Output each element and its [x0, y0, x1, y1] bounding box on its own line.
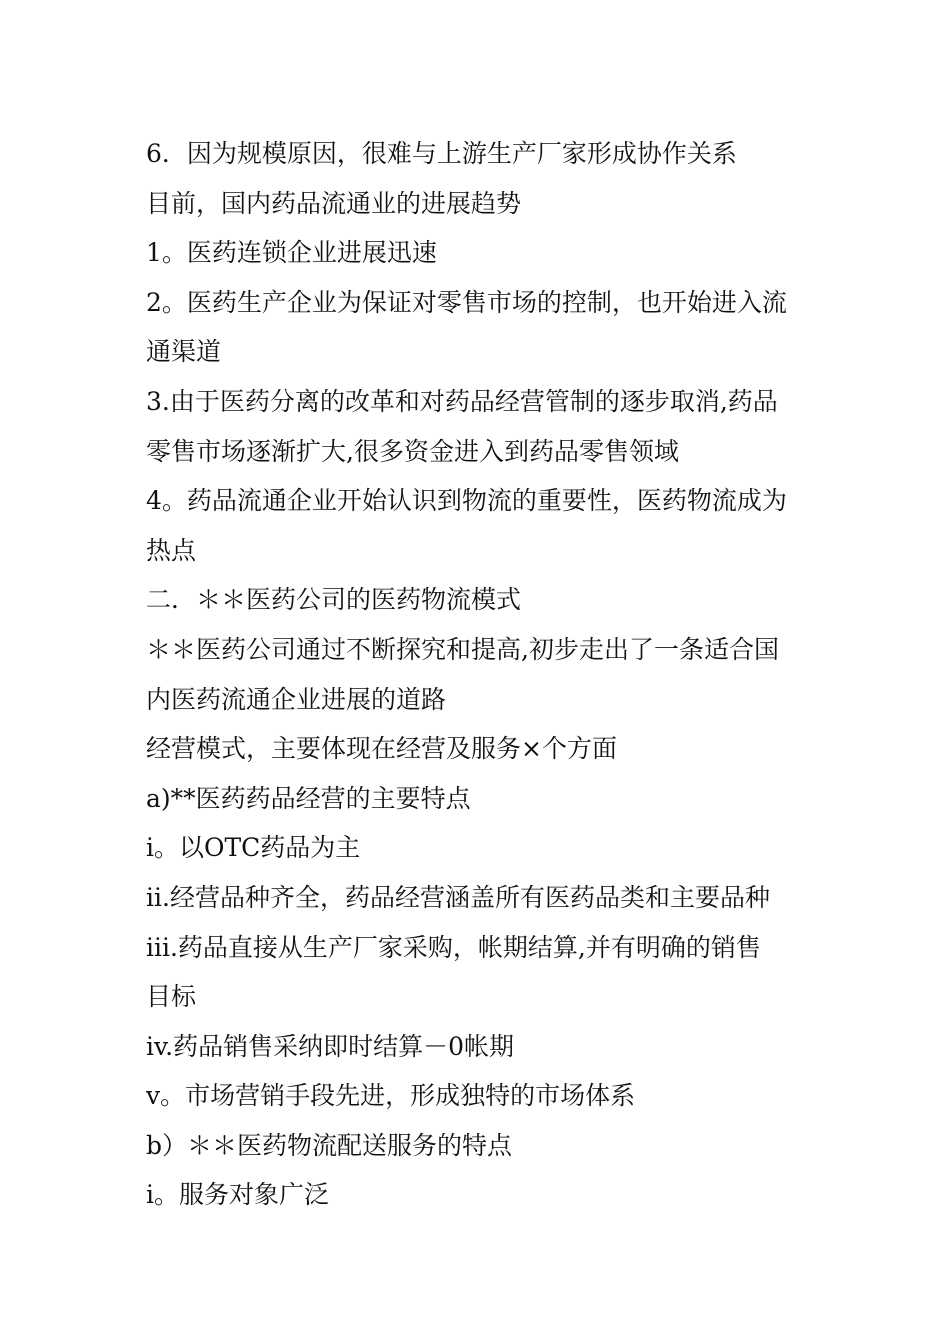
- text-line: i。以OTC药品为主: [146, 833, 361, 863]
- text-line: v。市场营销手段先进，形成独特的市场体系: [146, 1081, 636, 1111]
- document-body: [146, 129, 826, 1220]
- text-line: a)**医药药品经营的主要特点: [146, 783, 471, 813]
- text-line: 1。医药连锁企业进展迅速: [146, 238, 437, 268]
- text-line: i。服务对象广泛: [146, 1180, 329, 1210]
- text-line: ii.经营品种齐全，药品经营涵盖所有医药品类和主要品种: [146, 882, 770, 912]
- text-line: iii.药品直接从生产厂家采购，帐期结算,并有明确的销售: [146, 932, 761, 962]
- text-line: 零售市场逐渐扩大,很多资金进入到药品零售领域: [146, 436, 679, 466]
- text-line: 内医药流通企业进展的道路: [146, 684, 447, 714]
- section-heading: 二．＊＊医药公司的医药物流模式: [146, 585, 522, 615]
- text-line: 4。药品流通企业开始认识到物流的重要性，医药物流成为: [146, 486, 787, 516]
- text-line: 目前，国内药品流通业的进展趋势: [146, 188, 522, 218]
- text-line: 经营模式，主要体现在经营及服务×个方面: [146, 734, 617, 764]
- text-line: 6．因为规模原因，很难与上游生产厂家形成协作关系: [146, 139, 737, 168]
- text-line: 目标: [146, 982, 197, 1012]
- text-line: iv.药品销售采纳即时结算－0帐期: [146, 1031, 515, 1061]
- text-line: b）＊＊医药物流配送服务的特点: [146, 1130, 513, 1160]
- text-line: 3.由于医药分离的改革和对药品经营管制的逐步取消,药品: [146, 386, 778, 416]
- text-line: 通渠道: [146, 337, 222, 367]
- text-line: 热点: [146, 535, 197, 565]
- text-line: 2。医药生产企业为保证对零售市场的控制，也开始进入流: [146, 287, 787, 317]
- text-line: ＊＊医药公司通过不断探究和提高,初步走出了一条适合国: [146, 634, 779, 664]
